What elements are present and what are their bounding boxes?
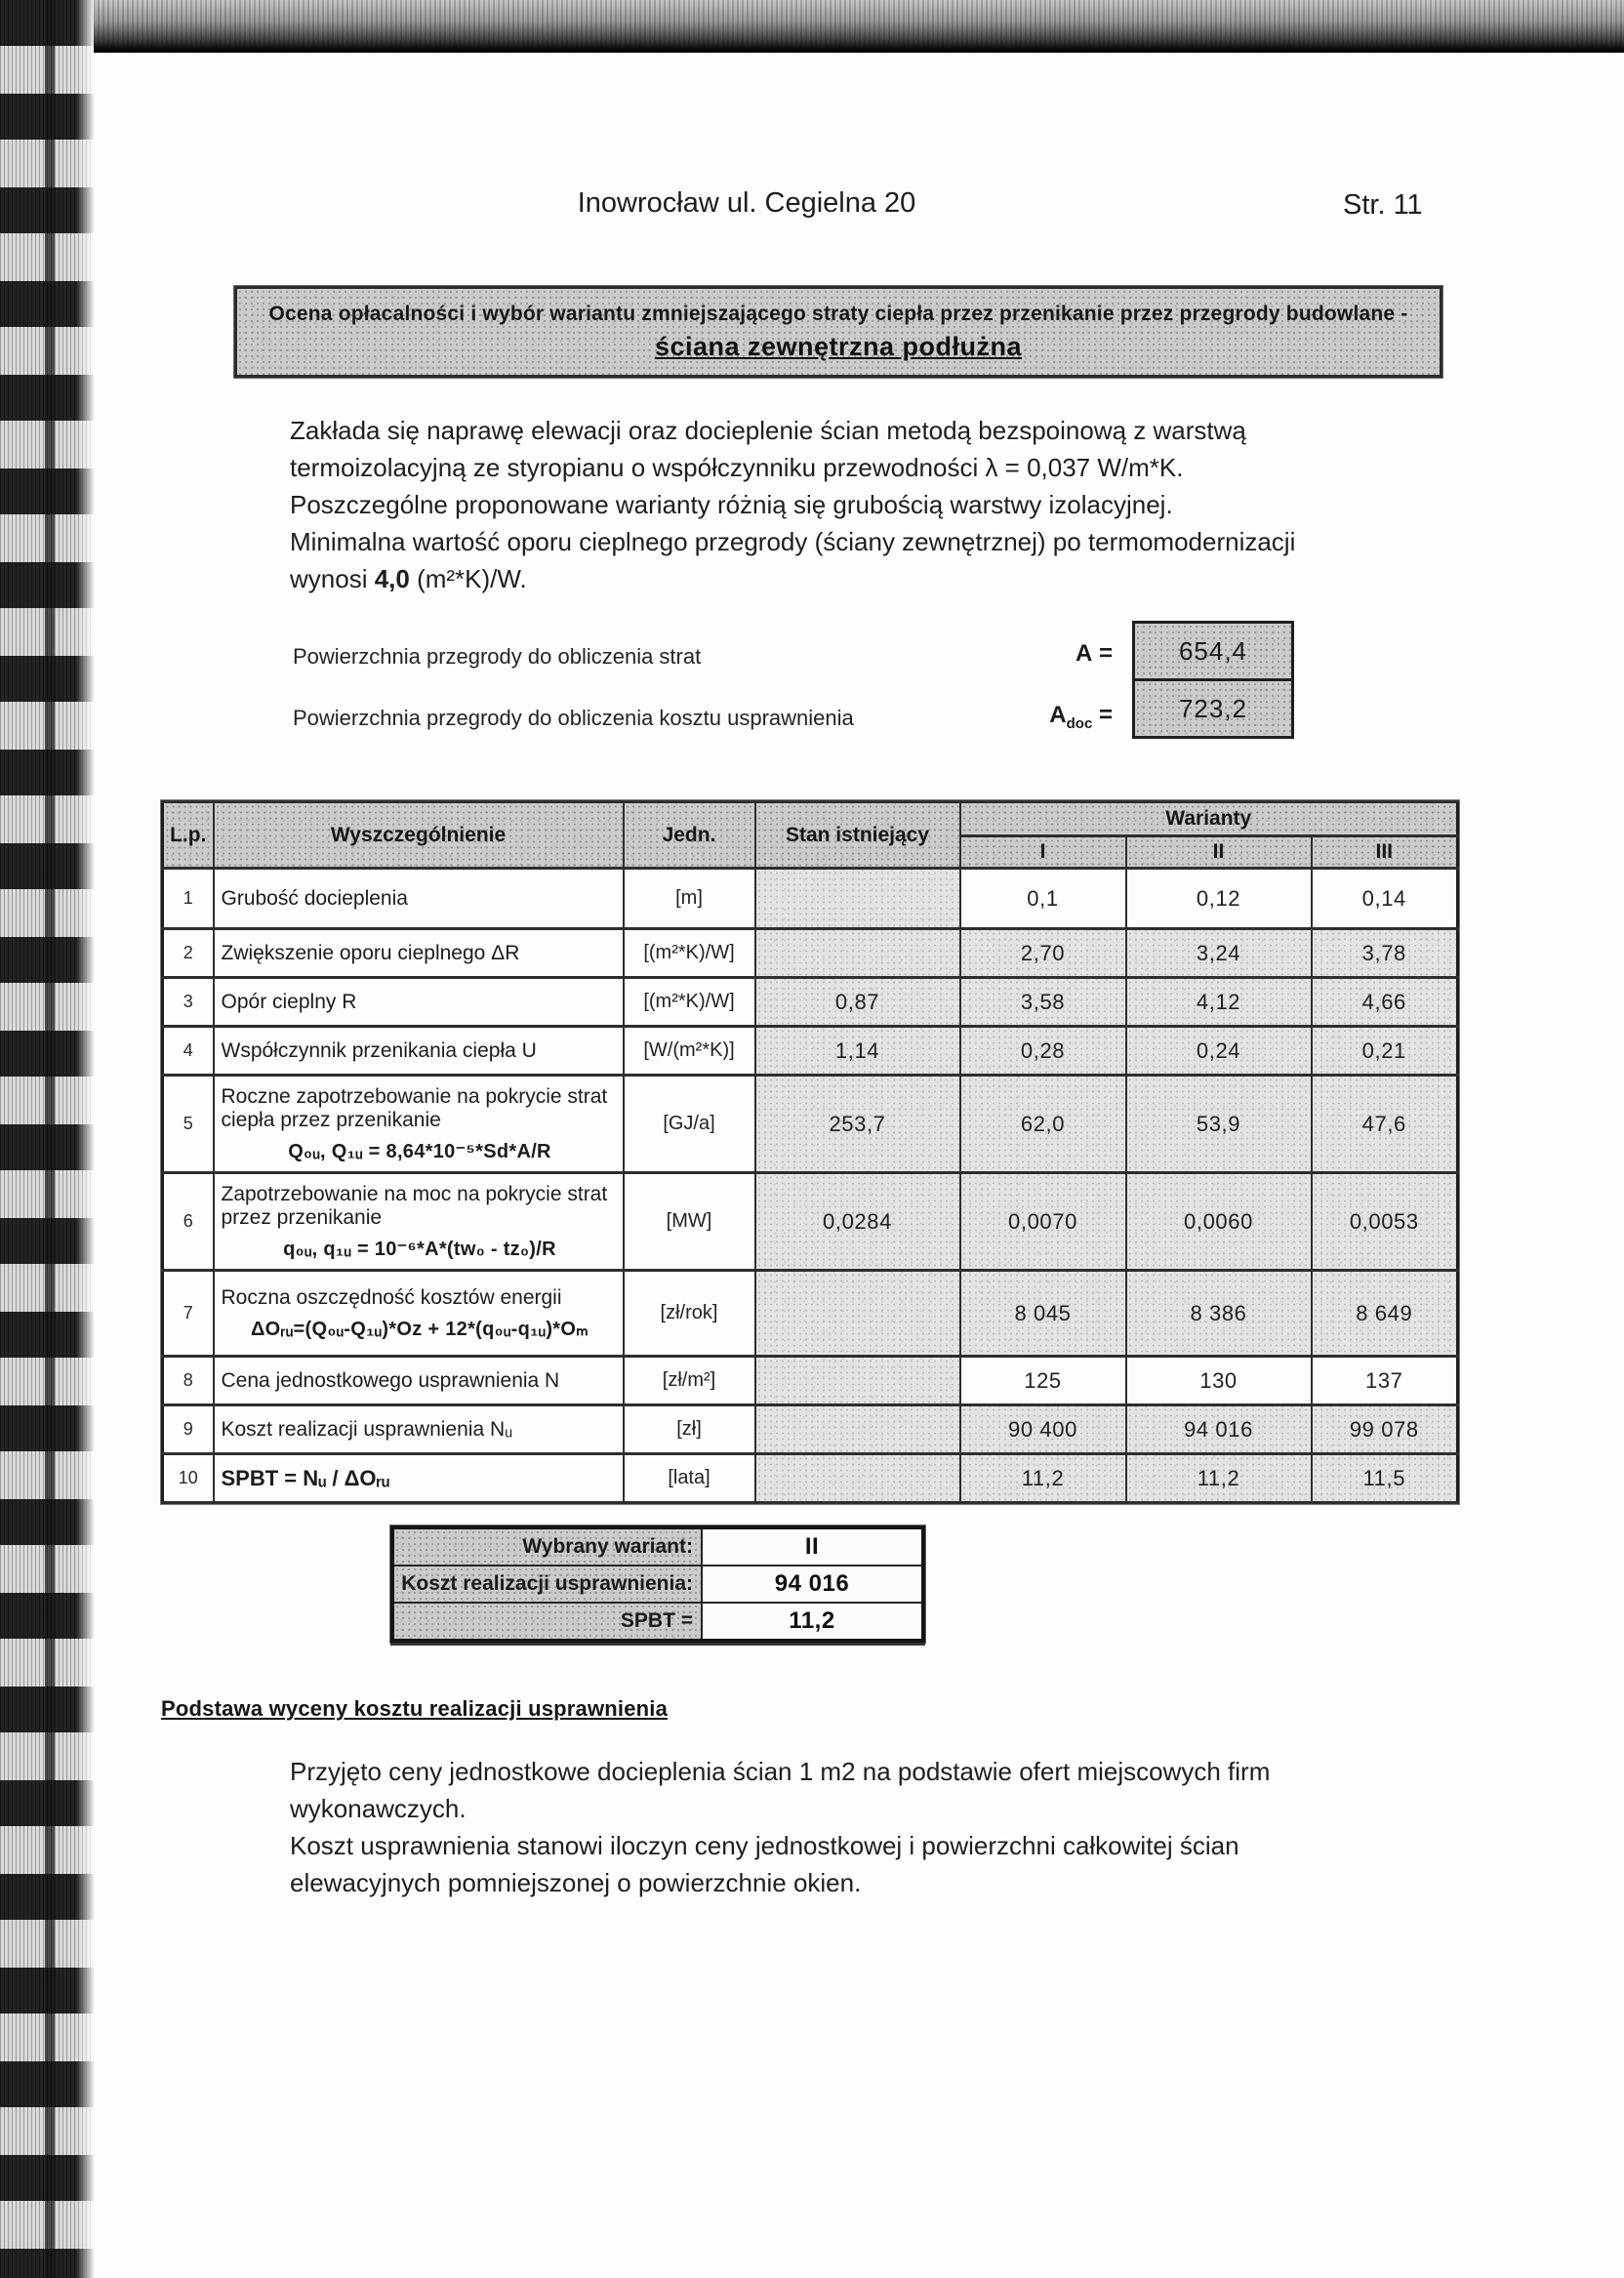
cell-item xyxy=(214,1076,624,1173)
col-header-existing: Stan istniejący xyxy=(755,802,960,869)
table-row xyxy=(163,978,1458,1027)
footer-sentence-2: Koszt usprawnienia stanowi iloczyn ceny jednostkowej i powierzchni całkowitej ścian elewacyjnych pomniejszonej o powierzchnie okien. xyxy=(290,1831,1239,1897)
cell-lp: 7 xyxy=(163,1271,214,1357)
item-label: Roczne zapotrzebowanie na pokrycie strat ciepła przez przenikanie xyxy=(221,1084,608,1131)
cell-existing xyxy=(755,1271,960,1357)
summary-value: 94 016 xyxy=(702,1566,923,1603)
area-value-boxes xyxy=(1132,621,1294,739)
cell-lp: 4 xyxy=(163,1027,214,1076)
cell-variant-3: 137 xyxy=(1312,1357,1458,1405)
area-cost-label: Powierzchnia przegrody do obliczenia kosztu usprawnienia xyxy=(293,706,854,730)
table-row xyxy=(163,929,1458,978)
cell-variant-3: 4,66 xyxy=(1312,978,1458,1027)
table-row xyxy=(163,1271,1458,1357)
cell-variant-3: 3,78 xyxy=(1312,929,1458,978)
table-row xyxy=(163,1454,1458,1503)
cell-variant-3: 47,6 xyxy=(1312,1076,1458,1173)
cell-item xyxy=(214,929,624,978)
cell-variant-3: 0,21 xyxy=(1312,1027,1458,1076)
cell-item xyxy=(214,1454,624,1503)
cell-variant-2: 11,2 xyxy=(1126,1454,1312,1503)
footer-heading: Podstawa wyceny kosztu realizacji usprawnienia xyxy=(161,1696,669,1721)
summary-row xyxy=(392,1603,923,1641)
summary-label: SPBT = xyxy=(392,1603,702,1641)
item-label: Zwiększenie oporu cieplnego ΔR xyxy=(221,941,520,964)
section-title-box xyxy=(234,286,1442,378)
footer-sentence-1: Przyjęto ceny jednostkowe docieplenia ścian 1 m2 na podstawie ofert miejscowych firm wykonawczych. xyxy=(290,1757,1271,1823)
cell-variant-1: 125 xyxy=(960,1357,1126,1405)
col-header-variants: Warianty xyxy=(960,802,1458,836)
intro-sentence-1: Zakłada się naprawę elewacji oraz docieplenie ścian metodą bezspoinową z warstwą termoizolacyjną ze styropianu o współczynniku przewodności λ = 0,037 W/m*K. xyxy=(290,416,1246,482)
area-cost-symbol: $A_{doc}$ = xyxy=(1049,702,1113,732)
cell-existing xyxy=(755,1454,960,1503)
cell-variant-1: 0,28 xyxy=(960,1027,1126,1076)
section-title-line2: ściana zewnętrzna podłużna xyxy=(654,331,1023,361)
table-row xyxy=(163,869,1458,929)
cell-lp: 2 xyxy=(163,929,214,978)
cell-unit: [W/(m²*K)] xyxy=(624,1027,755,1076)
cell-lp: 8 xyxy=(163,1357,214,1405)
cell-existing: 253,7 xyxy=(755,1076,960,1173)
cell-unit: [GJ/a] xyxy=(624,1076,755,1173)
cell-existing xyxy=(755,869,960,929)
summary-row xyxy=(392,1566,923,1603)
col-header-variant-2: II xyxy=(1126,836,1312,869)
cell-existing: 1,14 xyxy=(755,1027,960,1076)
cell-unit: [lata] xyxy=(624,1454,755,1503)
item-label: Koszt realizacji usprawnienia Nᵤ xyxy=(221,1417,513,1441)
selected-variant-summary xyxy=(390,1525,925,1643)
cell-existing: 0,87 xyxy=(755,978,960,1027)
cell-variant-1: 0,0070 xyxy=(960,1173,1126,1271)
col-header-variant-1: I xyxy=(960,836,1126,869)
item-label: SPBT = Nᵤ / ΔOᵣᵤ xyxy=(221,1465,390,1490)
col-header-item: Wyszczególnienie xyxy=(214,802,624,869)
cell-variant-1: 3,58 xyxy=(960,978,1126,1027)
variants-table-body xyxy=(163,869,1458,1503)
cell-variant-2: 8 386 xyxy=(1126,1271,1312,1357)
cell-variant-3: 0,14 xyxy=(1312,869,1458,929)
cell-variant-3: 0,0053 xyxy=(1312,1173,1458,1271)
cell-lp: 1 xyxy=(163,869,214,929)
cell-item xyxy=(214,1405,624,1454)
intro-sentence-3: Minimalna wartość oporu cieplnego przegrody (ściany zewnętrznej) po termomodernizacji wynosi 4,0 (m²*K)/W. xyxy=(290,527,1296,593)
cell-lp: 9 xyxy=(163,1405,214,1454)
cell-variant-2: 3,24 xyxy=(1126,929,1312,978)
area-loss-value: 654,4 xyxy=(1132,621,1294,681)
table-row xyxy=(163,1027,1458,1076)
document-location-header: Inowrocław ul. Cegielna 20 xyxy=(577,187,916,219)
cell-lp: 3 xyxy=(163,978,214,1027)
cell-item xyxy=(214,1173,624,1271)
summary-label: Koszt realizacji usprawnienia: xyxy=(392,1566,702,1603)
cell-unit: [(m²*K)/W] xyxy=(624,929,755,978)
summary-label: Wybrany wariant: xyxy=(392,1527,702,1566)
cell-item xyxy=(214,869,624,929)
cell-existing xyxy=(755,1357,960,1405)
item-formula: Q₀ᵤ, Q₁ᵤ = 8,64*10⁻⁵*Sd*A/R xyxy=(288,1140,551,1162)
cell-lp: 6 xyxy=(163,1173,214,1271)
area-cost-value: 723,2 xyxy=(1132,678,1294,739)
section-title-line1: Ocena opłacalności i wybór wariantu zmniejszającego straty ciepła przez przenikanie przez przegrody budowlane - xyxy=(268,302,1408,325)
cell-variant-2: 130 xyxy=(1126,1357,1312,1405)
cell-variant-2: 4,12 xyxy=(1126,978,1312,1027)
intro-sentence-2: Poszczególne proponowane warianty różnią się grubością warstwy izolacyjnej. xyxy=(290,490,1173,519)
item-label: Cena jednostkowego usprawnienia N xyxy=(221,1368,560,1392)
item-label: Współczynnik przenikania ciepła U xyxy=(221,1038,537,1062)
table-row xyxy=(163,1405,1458,1454)
cell-unit: [zł/m²] xyxy=(624,1357,755,1405)
cell-lp: 10 xyxy=(163,1454,214,1503)
col-header-lp: L.p. xyxy=(163,802,214,869)
cell-variant-1: 0,1 xyxy=(960,869,1126,929)
cell-item xyxy=(214,1271,624,1357)
item-label: Grubość docieplenia xyxy=(221,886,408,910)
scan-top-bar xyxy=(29,0,1624,53)
cell-unit: [zł] xyxy=(624,1405,755,1454)
table-row xyxy=(163,1357,1458,1405)
cell-variant-3: 8 649 xyxy=(1312,1271,1458,1357)
cell-item xyxy=(214,1357,624,1405)
variants-table-header xyxy=(163,802,1458,869)
item-label: Opór cieplny R xyxy=(221,990,357,1013)
intro-paragraph xyxy=(290,412,1342,597)
table-row xyxy=(163,1076,1458,1173)
cell-unit: [(m²*K)/W] xyxy=(624,978,755,1027)
cell-lp: 5 xyxy=(163,1076,214,1173)
table-row xyxy=(163,1173,1458,1271)
cell-variant-2: 0,24 xyxy=(1126,1027,1312,1076)
page-number: Str. 11 xyxy=(1343,189,1423,221)
col-header-variant-3: III xyxy=(1312,836,1458,869)
area-loss-symbol: A = xyxy=(1075,640,1113,667)
item-formula: q₀ᵤ, q₁ᵤ = 10⁻⁶*A*(tw₀ - tz₀)/R xyxy=(283,1238,556,1260)
cell-unit: [MW] xyxy=(624,1173,755,1271)
cell-unit: [m] xyxy=(624,869,755,929)
item-formula: ΔOᵣᵤ=(Q₀ᵤ-Q₁ᵤ)*Oz + 12*(q₀ᵤ-q₁ᵤ)*Oₘ xyxy=(250,1318,589,1340)
cell-variant-1: 11,2 xyxy=(960,1454,1126,1503)
cell-variant-2: 0,12 xyxy=(1126,869,1312,929)
summary-value: 11,2 xyxy=(702,1603,923,1641)
cell-variant-2: 0,0060 xyxy=(1126,1173,1312,1271)
cell-existing: 0,0284 xyxy=(755,1173,960,1271)
cell-item xyxy=(214,1027,624,1076)
cell-item xyxy=(214,978,624,1027)
item-label: Roczna oszczędność kosztów energii xyxy=(221,1285,562,1309)
cell-unit: [zł/rok] xyxy=(624,1271,755,1357)
spiral-binding xyxy=(0,0,94,2278)
col-header-unit: Jedn. xyxy=(624,802,755,869)
cell-variant-2: 94 016 xyxy=(1126,1405,1312,1454)
summary-row xyxy=(392,1527,923,1566)
cell-existing xyxy=(755,929,960,978)
item-label: Zapotrzebowanie na moc na pokrycie strat przez przenikanie xyxy=(221,1182,608,1229)
area-loss-label: Powierzchnia przegrody do obliczenia strat xyxy=(293,644,702,669)
cell-variant-3: 99 078 xyxy=(1312,1405,1458,1454)
footer-paragraph xyxy=(290,1753,1342,1901)
summary-value: II xyxy=(702,1527,923,1566)
cell-variant-1: 90 400 xyxy=(960,1405,1126,1454)
variants-table xyxy=(161,800,1459,1504)
cell-variant-1: 8 045 xyxy=(960,1271,1126,1357)
cell-variant-1: 2,70 xyxy=(960,929,1126,978)
cell-variant-3: 11,5 xyxy=(1312,1454,1458,1503)
cell-existing xyxy=(755,1405,960,1454)
cell-variant-2: 53,9 xyxy=(1126,1076,1312,1173)
cell-variant-1: 62,0 xyxy=(960,1076,1126,1173)
